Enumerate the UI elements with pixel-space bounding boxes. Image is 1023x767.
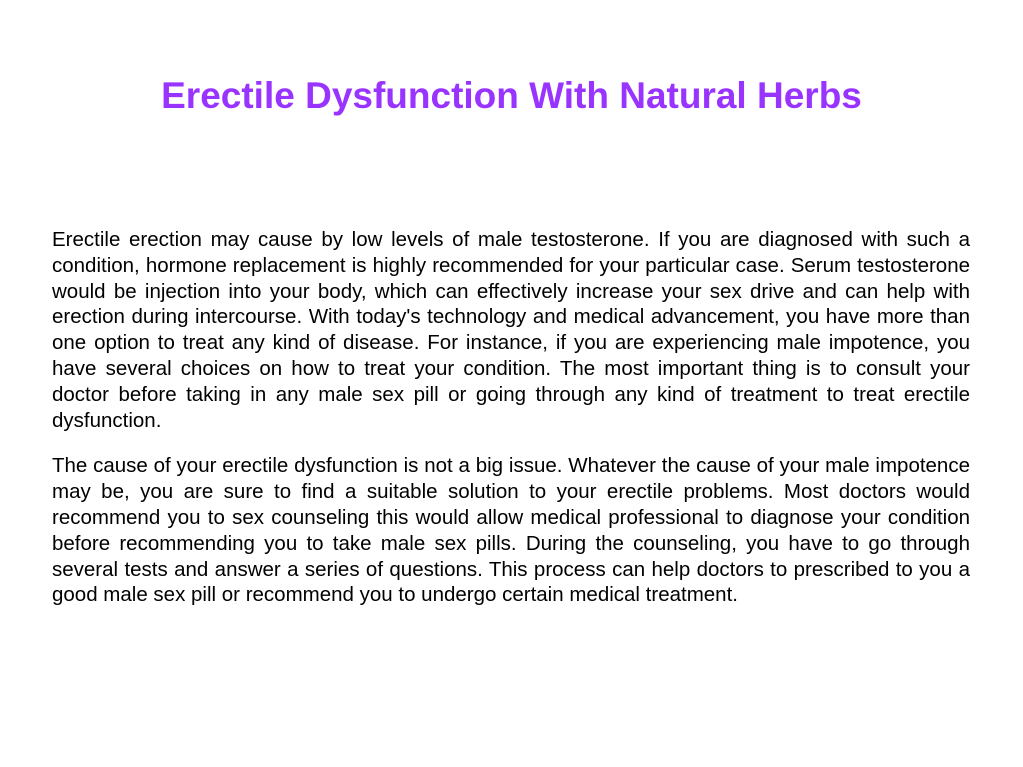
slide-body (52, 227, 970, 628)
body-paragraph-1: Erectile erection may cause by low levels of male testosterone. If you are diagnosed with such a condition, hormone replacement is highly recommended for your particular case. Serum testosterone would be injection into your body, which can effectively increase your sex drive and can help with erection during intercourse. With today's technology and medical advancement, you have more than one option to treat any kind of disease. For instance, if you are experiencing male impotence, you have several choices on how to treat your condition. The most important thing is to consult your doctor before taking in any male sex pill or going through any kind of treatment to treat erectile dysfunction. (52, 228, 970, 432)
slide-title: Erectile Dysfunction With Natural Herbs (161, 75, 862, 116)
body-paragraph-2: The cause of your erectile dysfunction is not a big issue. Whatever the cause of your male impotence may be, you are sure to find a suitable solution to your erectile problems. Most doctors would recommend you to sex counseling this would allow medical professional to diagnose your condition before recommending you to take male sex pills. During the counseling, you have to go through several tests and answer a series of questions. This process can help doctors to prescribed to you a good male sex pill or recommend you to undergo certain medical treatment. (52, 454, 970, 607)
